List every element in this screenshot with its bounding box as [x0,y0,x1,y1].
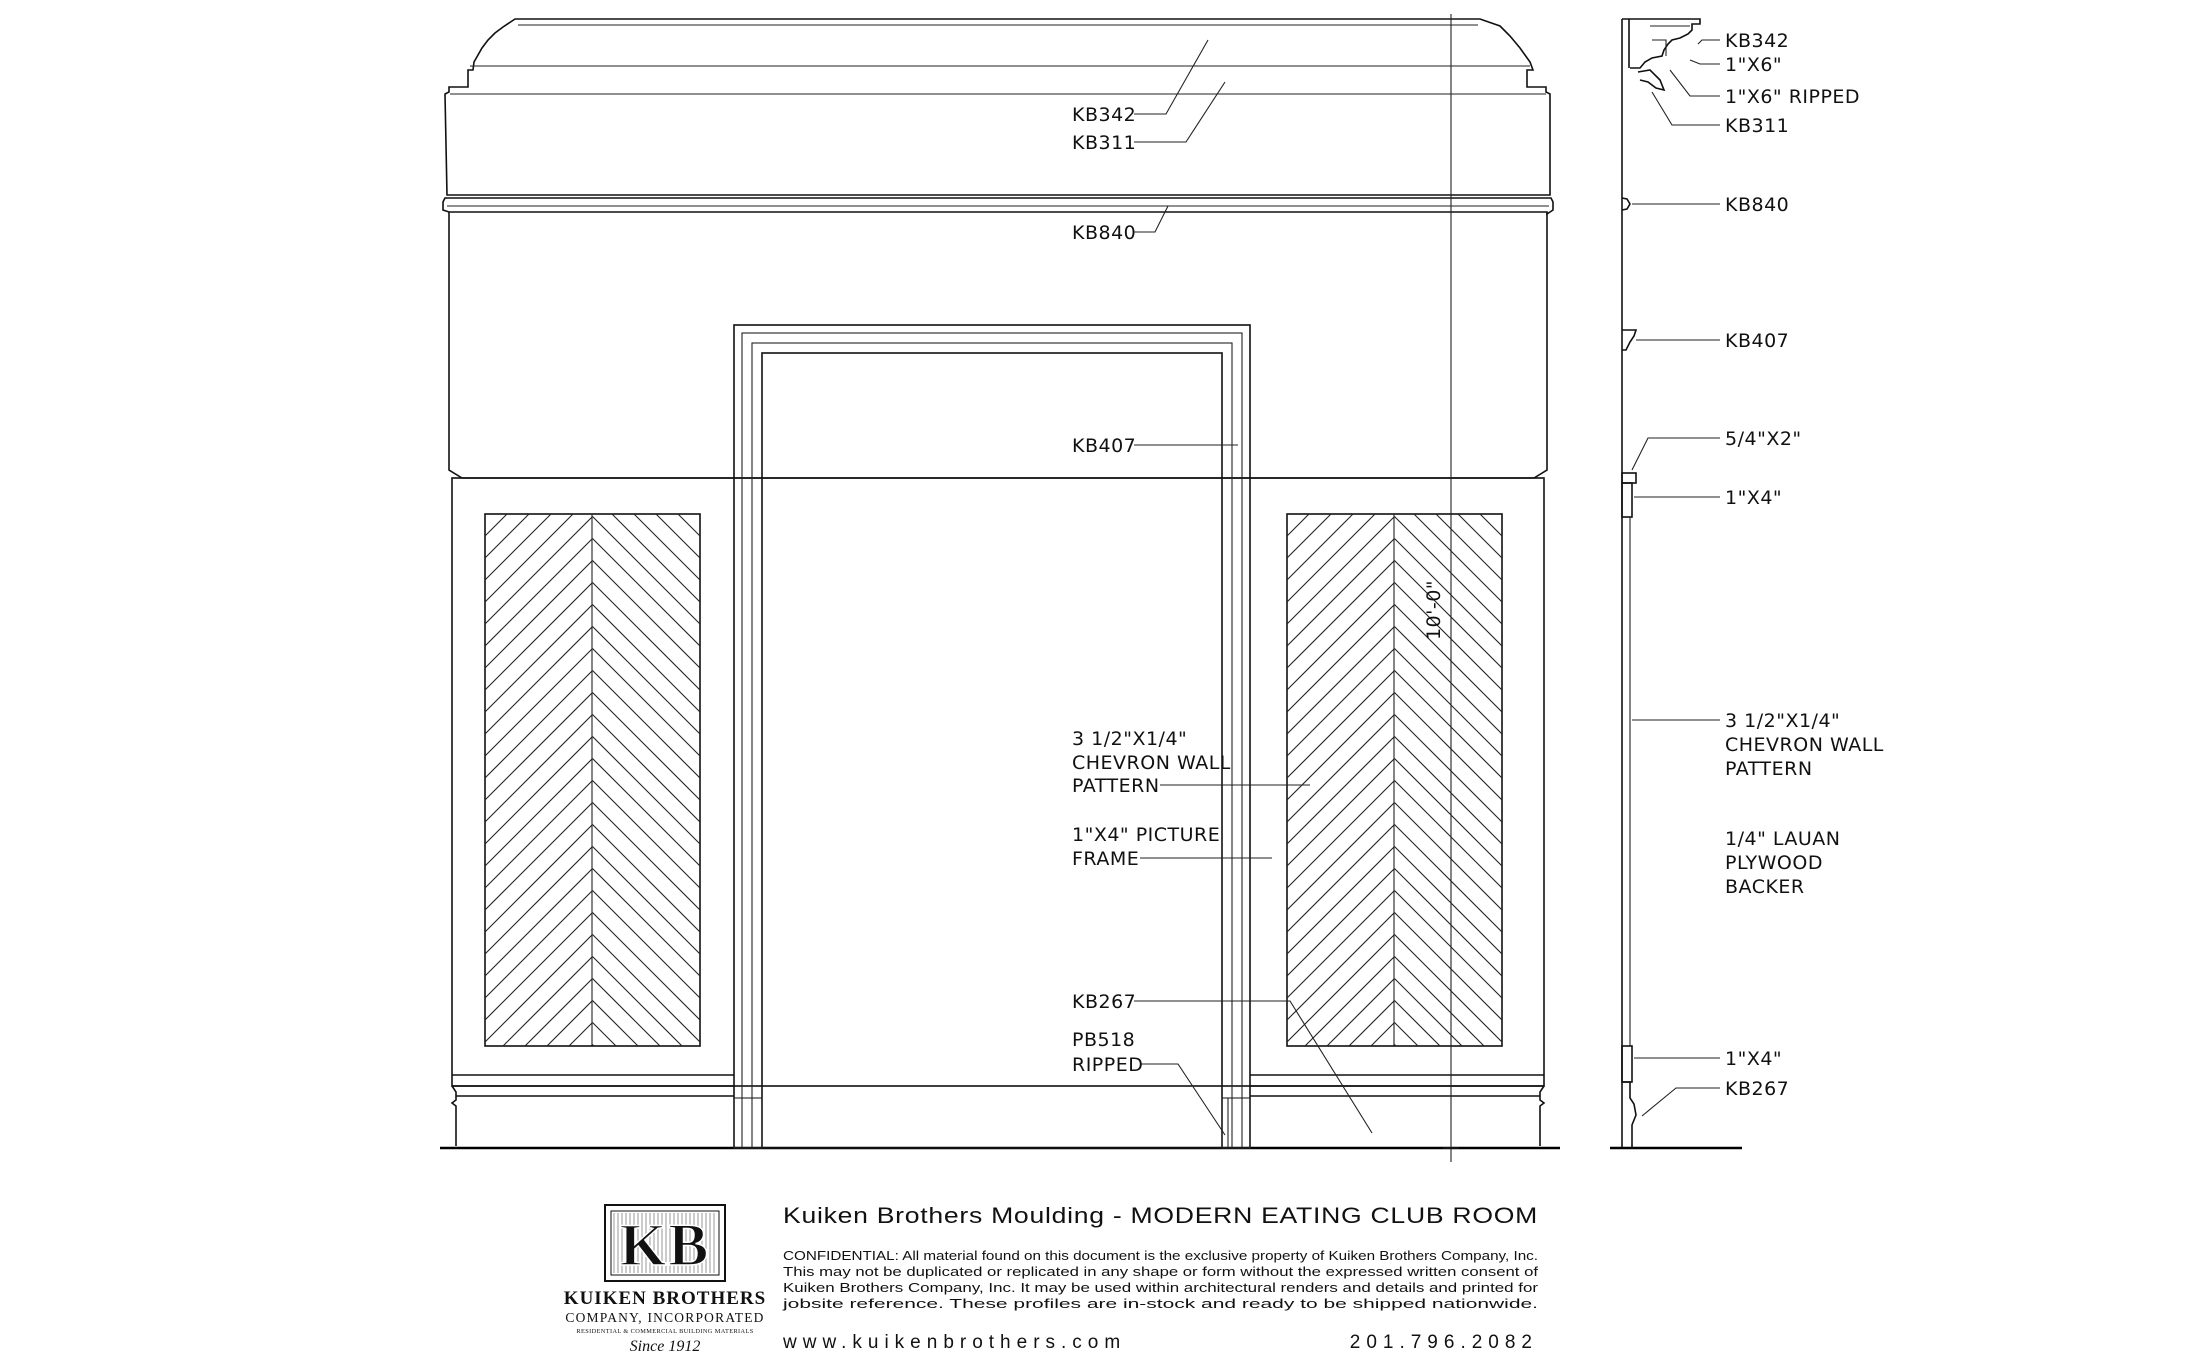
chevron-strip [485,693,593,801]
label-frame-line1: 1"X4" PICTURE [1072,824,1221,846]
confidential-line-4: jobsite reference. These profiles are in-stock and ready to be shipped nationwide. [781,1296,1538,1311]
chevron-strip [678,514,700,536]
chevron-strip [1287,737,1395,845]
chevron-strip [1395,693,1503,801]
chevron-strip [593,561,701,669]
chevron-strip [485,514,529,558]
chevron-strip [593,737,701,845]
chevron-strip [1458,514,1502,558]
chevron-strip [593,1023,617,1047]
chevron-strip [485,514,507,536]
website: www.kuikenbrothers.com [783,1332,1127,1353]
chevron-strip [485,627,593,735]
section-label-chevron-line3: PATTERN [1725,758,1813,780]
chevron-strip [547,1001,593,1047]
section-label-1x4-top: 1"X4" [1725,487,1783,509]
chevron-strip [1287,514,1331,558]
label-kb407: KB407 [1072,435,1137,457]
chevron-strip [485,583,593,691]
chevron-strip [485,517,593,625]
title-block [781,1203,1538,1353]
chevron-strip [1287,891,1395,999]
confidential-line-3: Kuiken Brothers Company, Inc. It may be used within architectural renders and details and printed for [783,1280,1539,1295]
chevron-strip [1395,671,1503,779]
chevron-strip [1395,561,1503,669]
chevron-strip [593,517,701,625]
chevron-strip [593,627,701,735]
chevron-strip [612,514,700,602]
chevron-strip [485,935,593,1043]
chevron-strip [1287,759,1395,867]
chevron-strip [1287,627,1395,735]
chevron-strip [1287,693,1395,801]
chevron-strip [1395,1023,1419,1047]
logo-monogram: KB [619,1212,711,1278]
chevron-strip [485,803,593,911]
logo-since: Since 1912 [629,1338,701,1355]
chevron-strip [1395,759,1503,867]
section-label-chevron-line2: CHEVRON WALL [1725,734,1884,756]
chevron-strip [1287,671,1395,779]
chevron-strip [1395,803,1503,911]
chevron-strip [525,979,593,1047]
drawing-title: Kuiken Brothers Moulding - MODERN EATING CLUB ROOM [783,1203,1538,1228]
logo-tagline: RESIDENTIAL & COMMERCIAL BUILDING MATERIALS [576,1328,754,1335]
chevron-panel-right [1287,514,1502,1046]
chevron-strip [593,583,701,691]
phone: 201.796.2082 [1349,1332,1538,1353]
front-elevation [440,14,1560,1162]
section-label-backer-line2: PLYWOOD [1725,852,1823,874]
logo-name: KUIKEN BROTHERS [563,1288,767,1309]
chevron-strip [1287,715,1395,823]
chevron-strip [1287,847,1395,955]
section-leaders [1632,40,1720,1116]
chevron-strip [1480,514,1502,536]
chevron-strip [485,825,593,933]
chevron-strip [1287,561,1395,669]
chevron-strip [485,514,573,602]
confidential-line-2: This may not be duplicated or replicated in any shape or form without the expressed written consent of [783,1264,1539,1279]
chevron-strip [593,891,701,999]
section-label-1x6: 1"X6" [1725,54,1783,76]
chevron-strip [1395,847,1503,955]
chevron-strip [1287,913,1395,1021]
section-label-chevron-line1: 3 1/2"X1/4" [1725,710,1841,732]
chevron-strip [1395,627,1503,735]
chevron-strip [1287,825,1395,933]
chevron-strip [593,935,701,1043]
label-pb518-line1: PB518 [1072,1029,1136,1051]
chevron-strip [1395,979,1463,1047]
chevron-strip [485,847,593,955]
chevron-strip [1395,583,1503,691]
chevron-strip [593,869,701,977]
chevron-strip [1287,514,1309,536]
label-chevron-line2: CHEVRON WALL [1072,752,1231,774]
chevron-strip [1287,869,1395,977]
chevron-strip [1287,514,1353,580]
logo-company: COMPANY, INCORPORATED [565,1310,765,1325]
chevron-strip [1287,781,1395,889]
chevron-strip [1436,514,1502,580]
chevron-strip [569,1023,593,1047]
chevron-strip [1349,1001,1395,1047]
chevron-strip [1287,803,1395,911]
chevron-strip [1395,913,1503,1021]
chevron-strip [593,649,701,757]
chevron-strip [593,913,701,1021]
chevron-strip [485,869,593,977]
chevron-strip [1395,539,1503,647]
chevron-strip [593,605,701,713]
chevron-strip [593,1001,639,1047]
company-logo [564,1205,766,1355]
chevron-strip [1395,1001,1441,1047]
label-kb267: KB267 [1072,991,1137,1013]
chevron-strip [485,605,593,713]
label-chevron-line1: 3 1/2"X1/4" [1072,728,1188,750]
label-kb311: KB311 [1072,132,1137,154]
section-label-backer-line1: 1/4" LAUAN [1725,828,1841,850]
chevron-strip [1395,957,1485,1047]
chevron-strip [1395,517,1503,625]
label-pb518-line2: RIPPED [1072,1054,1144,1076]
chevron-strip [593,759,701,867]
label-kb342: KB342 [1072,104,1137,126]
confidential-line-1: CONFIDENTIAL: All material found on this document is the exclusive property of Kuiken Brothers Company, Inc. [783,1248,1538,1263]
chevron-strip [485,561,593,669]
chevron-strip [1395,825,1503,933]
section-label-kb407: KB407 [1725,330,1790,352]
section-label-kb840: KB840 [1725,194,1790,216]
chevron-strip [593,847,701,955]
label-chevron-line3: PATTERN [1072,775,1160,797]
chevron-strip [485,737,593,845]
chevron-panel-left [485,514,700,1046]
chevron-strip [485,649,593,757]
label-frame-line2: FRAME [1072,848,1140,870]
chevron-strip [485,759,593,867]
section-label-kb311: KB311 [1725,115,1790,137]
height-label: 10'-0" [1423,579,1445,641]
chevron-strip [485,671,593,779]
chevron-strip [593,715,701,823]
chevron-strip [1287,514,1375,602]
chevron-strip [1395,649,1503,757]
chevron-strip [1395,737,1503,845]
chevron-strip [485,514,551,580]
chevron-strip [656,514,700,558]
chevron-strip [485,781,593,889]
chevron-strip [1287,583,1395,691]
chevron-strip [1395,935,1503,1043]
side-section [1610,19,1884,1148]
chevron-strip [593,781,701,889]
section-label-1x4-bottom: 1"X4" [1725,1048,1783,1070]
chevron-strip [1287,935,1395,1043]
chevron-strip [593,539,701,647]
section-label-kb342: KB342 [1725,30,1790,52]
section-label-kb267: KB267 [1725,1078,1790,1100]
chevron-strip [485,891,593,999]
chevron-strip [1287,539,1395,647]
chevron-strip [1287,517,1395,625]
chevron-strip [1395,715,1503,823]
chevron-strip [1395,869,1503,977]
chevron-strip [593,693,701,801]
chevron-strip [485,715,593,823]
chevron-strip [593,979,661,1047]
chevron-strip [1287,605,1395,713]
label-kb840: KB840 [1072,222,1137,244]
chevron-strip [593,671,701,779]
chevron-strip [593,803,701,911]
chevron-strip [1305,957,1395,1047]
chevron-strip [634,514,700,580]
chevron-strip [1395,605,1503,713]
section-label-1x6-ripped: 1"X6" RIPPED [1725,86,1861,108]
chevron-strip [1395,891,1503,999]
chevron-strip [1395,781,1503,889]
chevron-strip [593,957,683,1047]
chevron-strip [1371,1023,1395,1047]
chevron-strip [1327,979,1395,1047]
section-label-5-4x2: 5/4"X2" [1725,428,1802,450]
chevron-strip [485,913,593,1021]
chevron-strip [503,957,593,1047]
chevron-strip [1287,649,1395,757]
chevron-strip [485,539,593,647]
section-label-backer-line3: BACKER [1725,876,1805,898]
chevron-strip [593,825,701,933]
